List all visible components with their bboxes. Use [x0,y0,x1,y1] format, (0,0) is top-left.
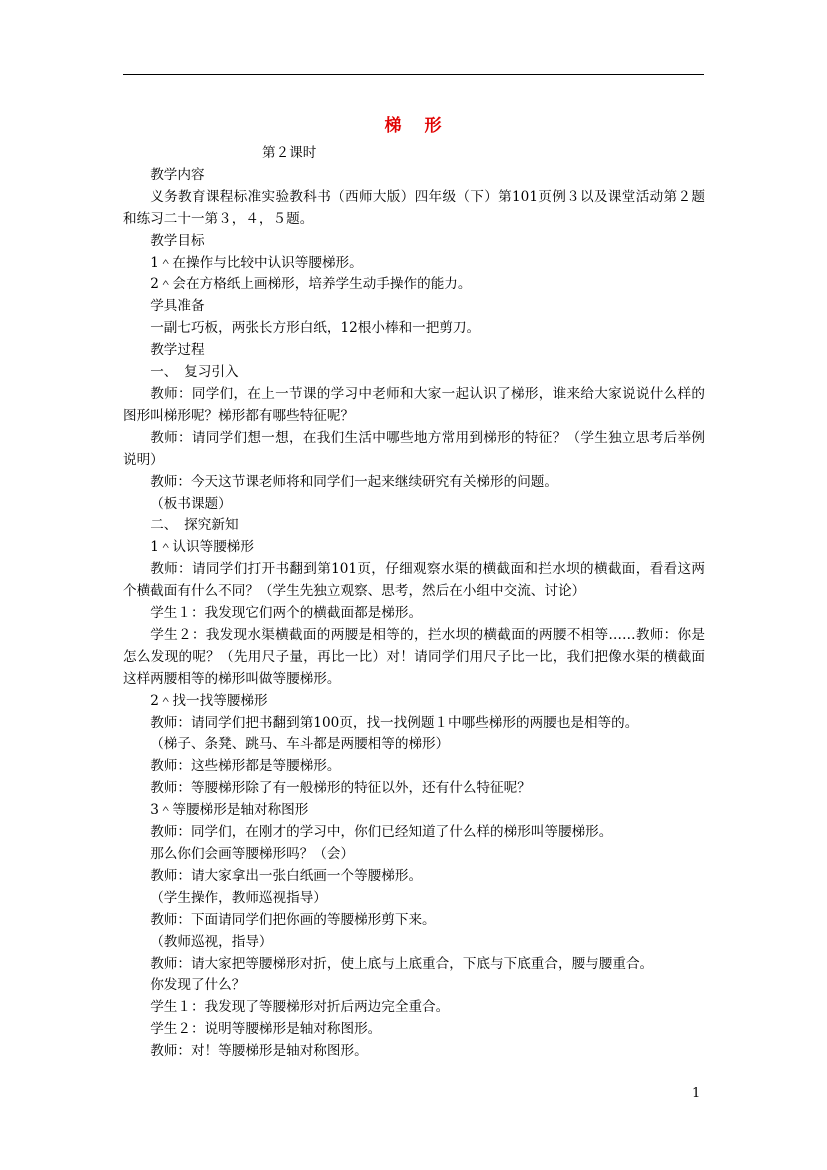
paragraph: 学具准备 [150,298,205,315]
paragraph: 你发现了什么？ [150,977,246,994]
header-rule [123,74,704,75]
paragraph: 教师：同学们，在刚才的学习中，你们已经知道了什么样的梯形叫等腰梯形。 [150,824,613,841]
page-number: 1 [692,1086,701,1101]
paragraph: 教师：对！等腰梯形是轴对称图形。 [150,1043,368,1060]
paragraph: 2＾找一找等腰梯形 [150,692,268,709]
paragraph: 教学过程 [150,342,205,359]
page-title-part1: 梯 [384,116,403,136]
paragraph: 教师：下面请同学们把你画的等腰梯形剪下来。 [150,911,436,928]
paragraph: 1＾在操作与比较中认识等腰梯形。 [150,254,363,271]
page-title [0,111,827,136]
paragraph: 学生１：我发现它们两个的横截面都是梯形。 [150,605,423,622]
paragraph: 学生２：说明等腰梯形是轴对称图形。 [150,1021,382,1038]
paragraph: 义务教育课程标准实验教科书（西师大版）四年级（下）第101页例３以及课堂活动第２题和练习二十一第３，４，５题。 [123,188,705,227]
paragraph: （梯子、条凳、跳马、车斗都是两腰相等的梯形） [150,736,450,753]
paragraph: 教师：请大家把等腰梯形对折，使上底与上底重合，下底与下底重合，腰与腰重合。 [150,955,654,972]
paragraph: 教师：请同学们把书翻到第100页，找一找例题１中哪些梯形的两腰也是相等的。 [150,714,639,731]
paragraph: 一副七巧板，两张长方形白纸，12根小棒和一把剪刀。 [150,320,481,337]
paragraph: 二、 探究新知 [150,517,239,534]
paragraph: 教学目标 [150,232,205,249]
paragraph: （教师巡视，指导） [150,933,273,950]
paragraph: 教师：这些梯形都是等腰梯形。 [150,758,341,775]
paragraph: 3＾等腰梯形是轴对称图形 [150,802,309,819]
paragraph: 教师：请同学们想一想，在我们生活中哪些地方常用到梯形的特征？（学生独立思考后举例说明） [123,429,705,468]
paragraph: 教学内容 [150,166,205,183]
paragraph: 学生１：我发现了等腰梯形对折后两边完全重合。 [150,999,450,1016]
paragraph: 那么你们会画等腰梯形吗？（会） [150,846,355,862]
paragraph: 一、 复习引入 [150,364,239,381]
paragraph: 教师：今天这节课老师将和同学们一起来继续研究有关梯形的问题。 [150,473,558,490]
paragraph: 2＾会在方格纸上画梯形，培养学生动手操作的能力。 [150,276,472,293]
paragraph: （学生操作，教师巡视指导） [150,889,327,906]
lesson-subtitle: 第２课时 [262,145,317,161]
paragraph: 1＾认识等腰梯形 [150,539,254,556]
paragraph: 教师：请同学们打开书翻到第101页，仔细观察水渠的横截面和拦水坝的横截面，看看这两个横截面有什么不同？（学生先独立观察、思考，然后在小组中交流、讨论） [123,561,705,600]
document-body [123,143,705,1063]
paragraph: 教师：等腰梯形除了有一般梯形的特征以外，还有什么特征呢？ [150,780,531,797]
paragraph: （板书课题） [150,495,232,512]
paragraph: 学生２：我发现水渠横截面的两腰是相等的，拦水坝的横截面的两腰不相等……教师：你是怎么发现的呢？（先用尺子量，再比一比）对！请同学们用尺子比一比，我们把像水渠的横截面这样两腰相等的梯形叫做等腰梯形。 [123,626,705,687]
paragraph: 教师：同学们，在上一节课的学习中老师和大家一起认识了梯形，谁来给大家说说什么样的图形叫梯形呢？梯形都有哪些特征呢？ [123,385,705,424]
paragraph: 教师：请大家拿出一张白纸画一个等腰梯形。 [150,867,423,884]
page-title-part2: 形 [424,116,443,136]
